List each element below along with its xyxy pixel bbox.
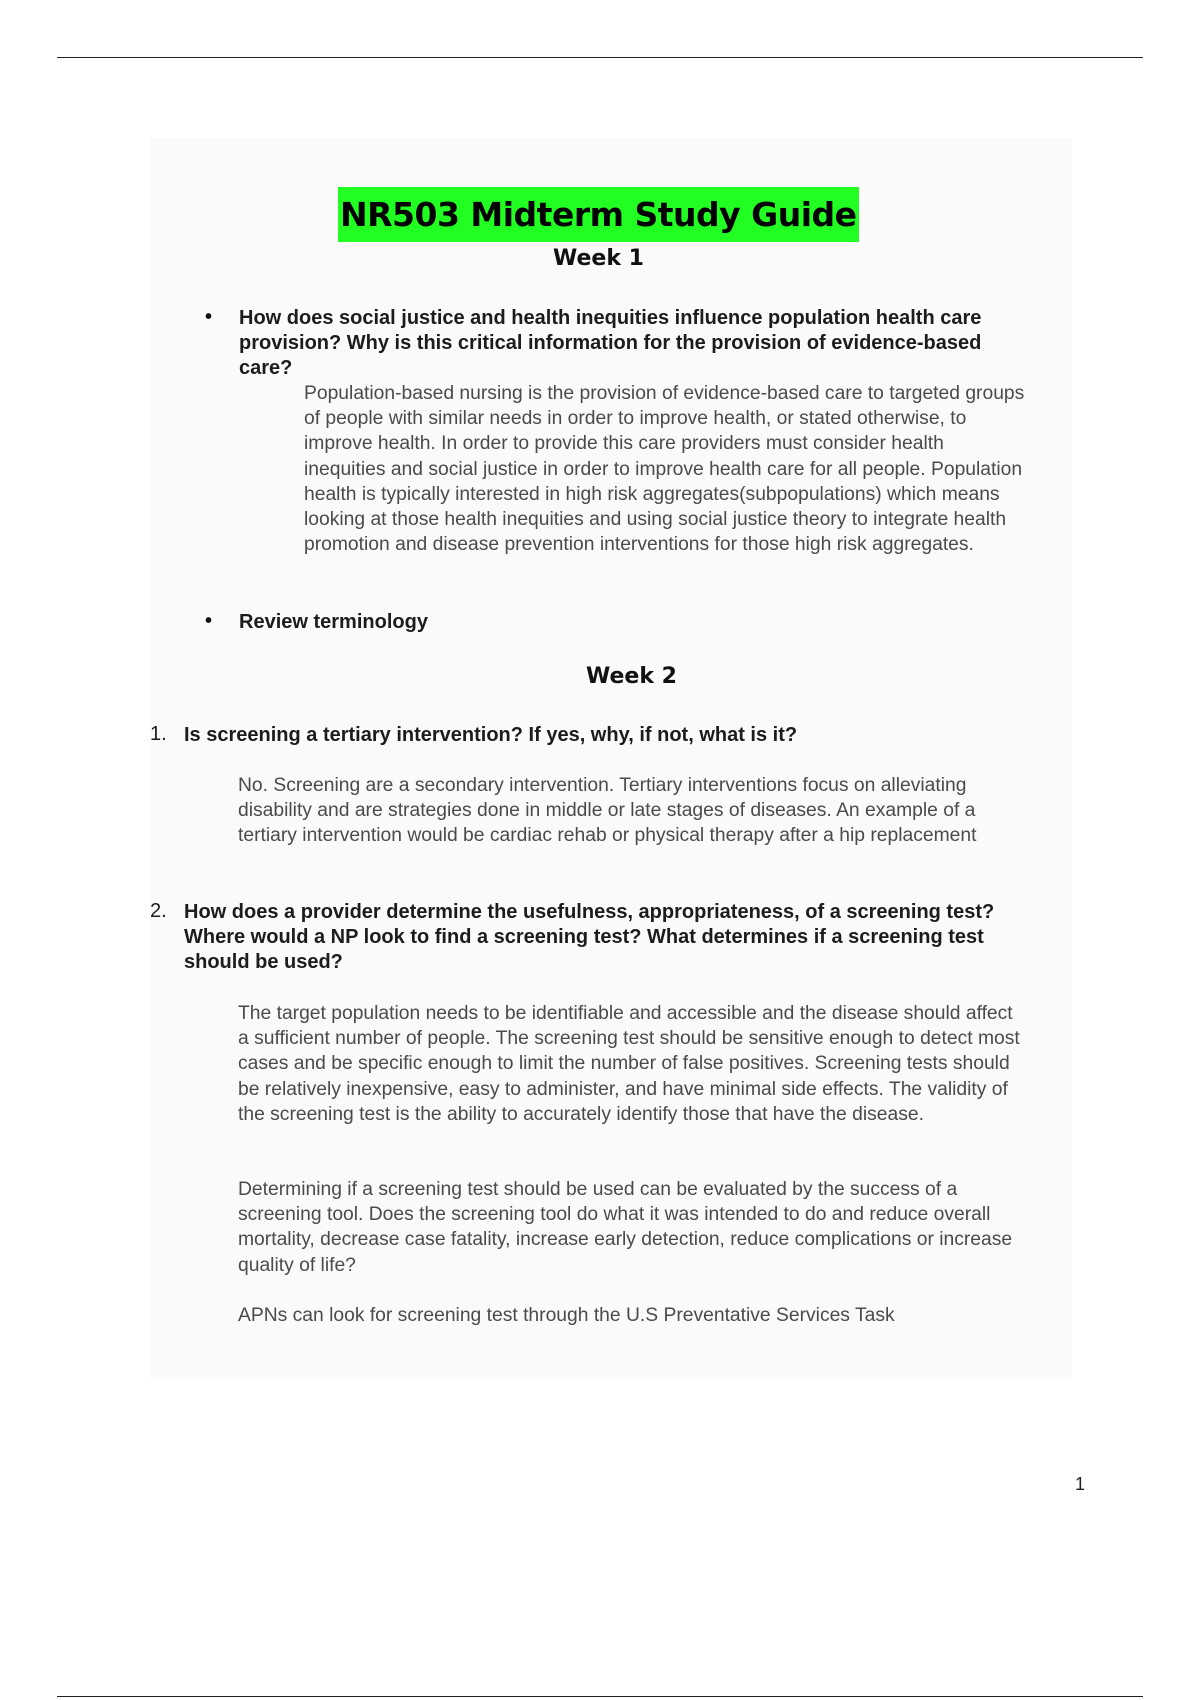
week-1-question-1: How does social justice and health inequities influence population health care provision? Why is this critical information for the provision of evidence-based care?	[239, 307, 982, 379]
footer-rule	[57, 1696, 1143, 1697]
week-2-question-1: Is screening a tertiary intervention? If yes, why, if not, what is it?	[184, 724, 798, 746]
week-1-question-2: Review terminology	[239, 611, 428, 633]
bullet-icon: •	[205, 610, 213, 632]
page-number: 1	[1075, 1474, 1086, 1494]
bullet-icon: •	[205, 306, 213, 328]
week-2-answer-1: No. Screening are a secondary intervention. Tertiary interventions focus on alleviating disability and are strategies done in middle or late stages of diseases. An example of a tertiary intervention would be cardiac rehab or physical therapy after a hip replacement	[238, 775, 977, 847]
header-rule	[57, 57, 1143, 58]
week-2-question-2: How does a provider determine the usefulness, appropriateness, of a screening test? Where would a NP look to find a screening test? What determines if a screening test should be used?	[184, 901, 995, 973]
week-2-answer-2-paragraph-2: Determining if a screening test should be used can be evaluated by the success of a screening tool. Does the screening tool do what it was intended to do and reduce overall mortality, decrease case fatality, increase early detection, reduce complications or increase quality of life?	[238, 1179, 1013, 1276]
question-number: 1.	[150, 723, 167, 745]
question-number: 2.	[150, 900, 167, 922]
week-1-heading: Week 1	[553, 246, 644, 271]
document-title: NR503 Midterm Study Guide	[338, 187, 859, 242]
week-1-answer-1: Population-based nursing is the provision of evidence-based care to targeted groups of people with similar needs in order to improve health, or stated otherwise, to improve health. In order to provide this care providers must consider health inequities and social justice in order to improve health care for all people. Population health is typically interested in high risk aggregates(subpopulations) which means looking at those health inequities and using social justice theory to integrate health promotion and disease prevention interventions for those high risk aggregates.	[304, 383, 1025, 556]
week-2-answer-2-paragraph-3: APNs can look for screening test through the U.S Preventative Services Task	[238, 1305, 895, 1326]
week-2-heading: Week 2	[586, 664, 677, 689]
week-2-answer-2-paragraph-1: The target population needs to be identifiable and accessible and the disease should affect a sufficient number of people. The screening test should be sensitive enough to detect most cases and be specific enough to limit the number of false positives. Screening tests should be relatively inexpensive, easy to administer, and have minimal side effects. The validity of the screening test is the ability to accurately identify those that have the disease.	[238, 1003, 1020, 1125]
